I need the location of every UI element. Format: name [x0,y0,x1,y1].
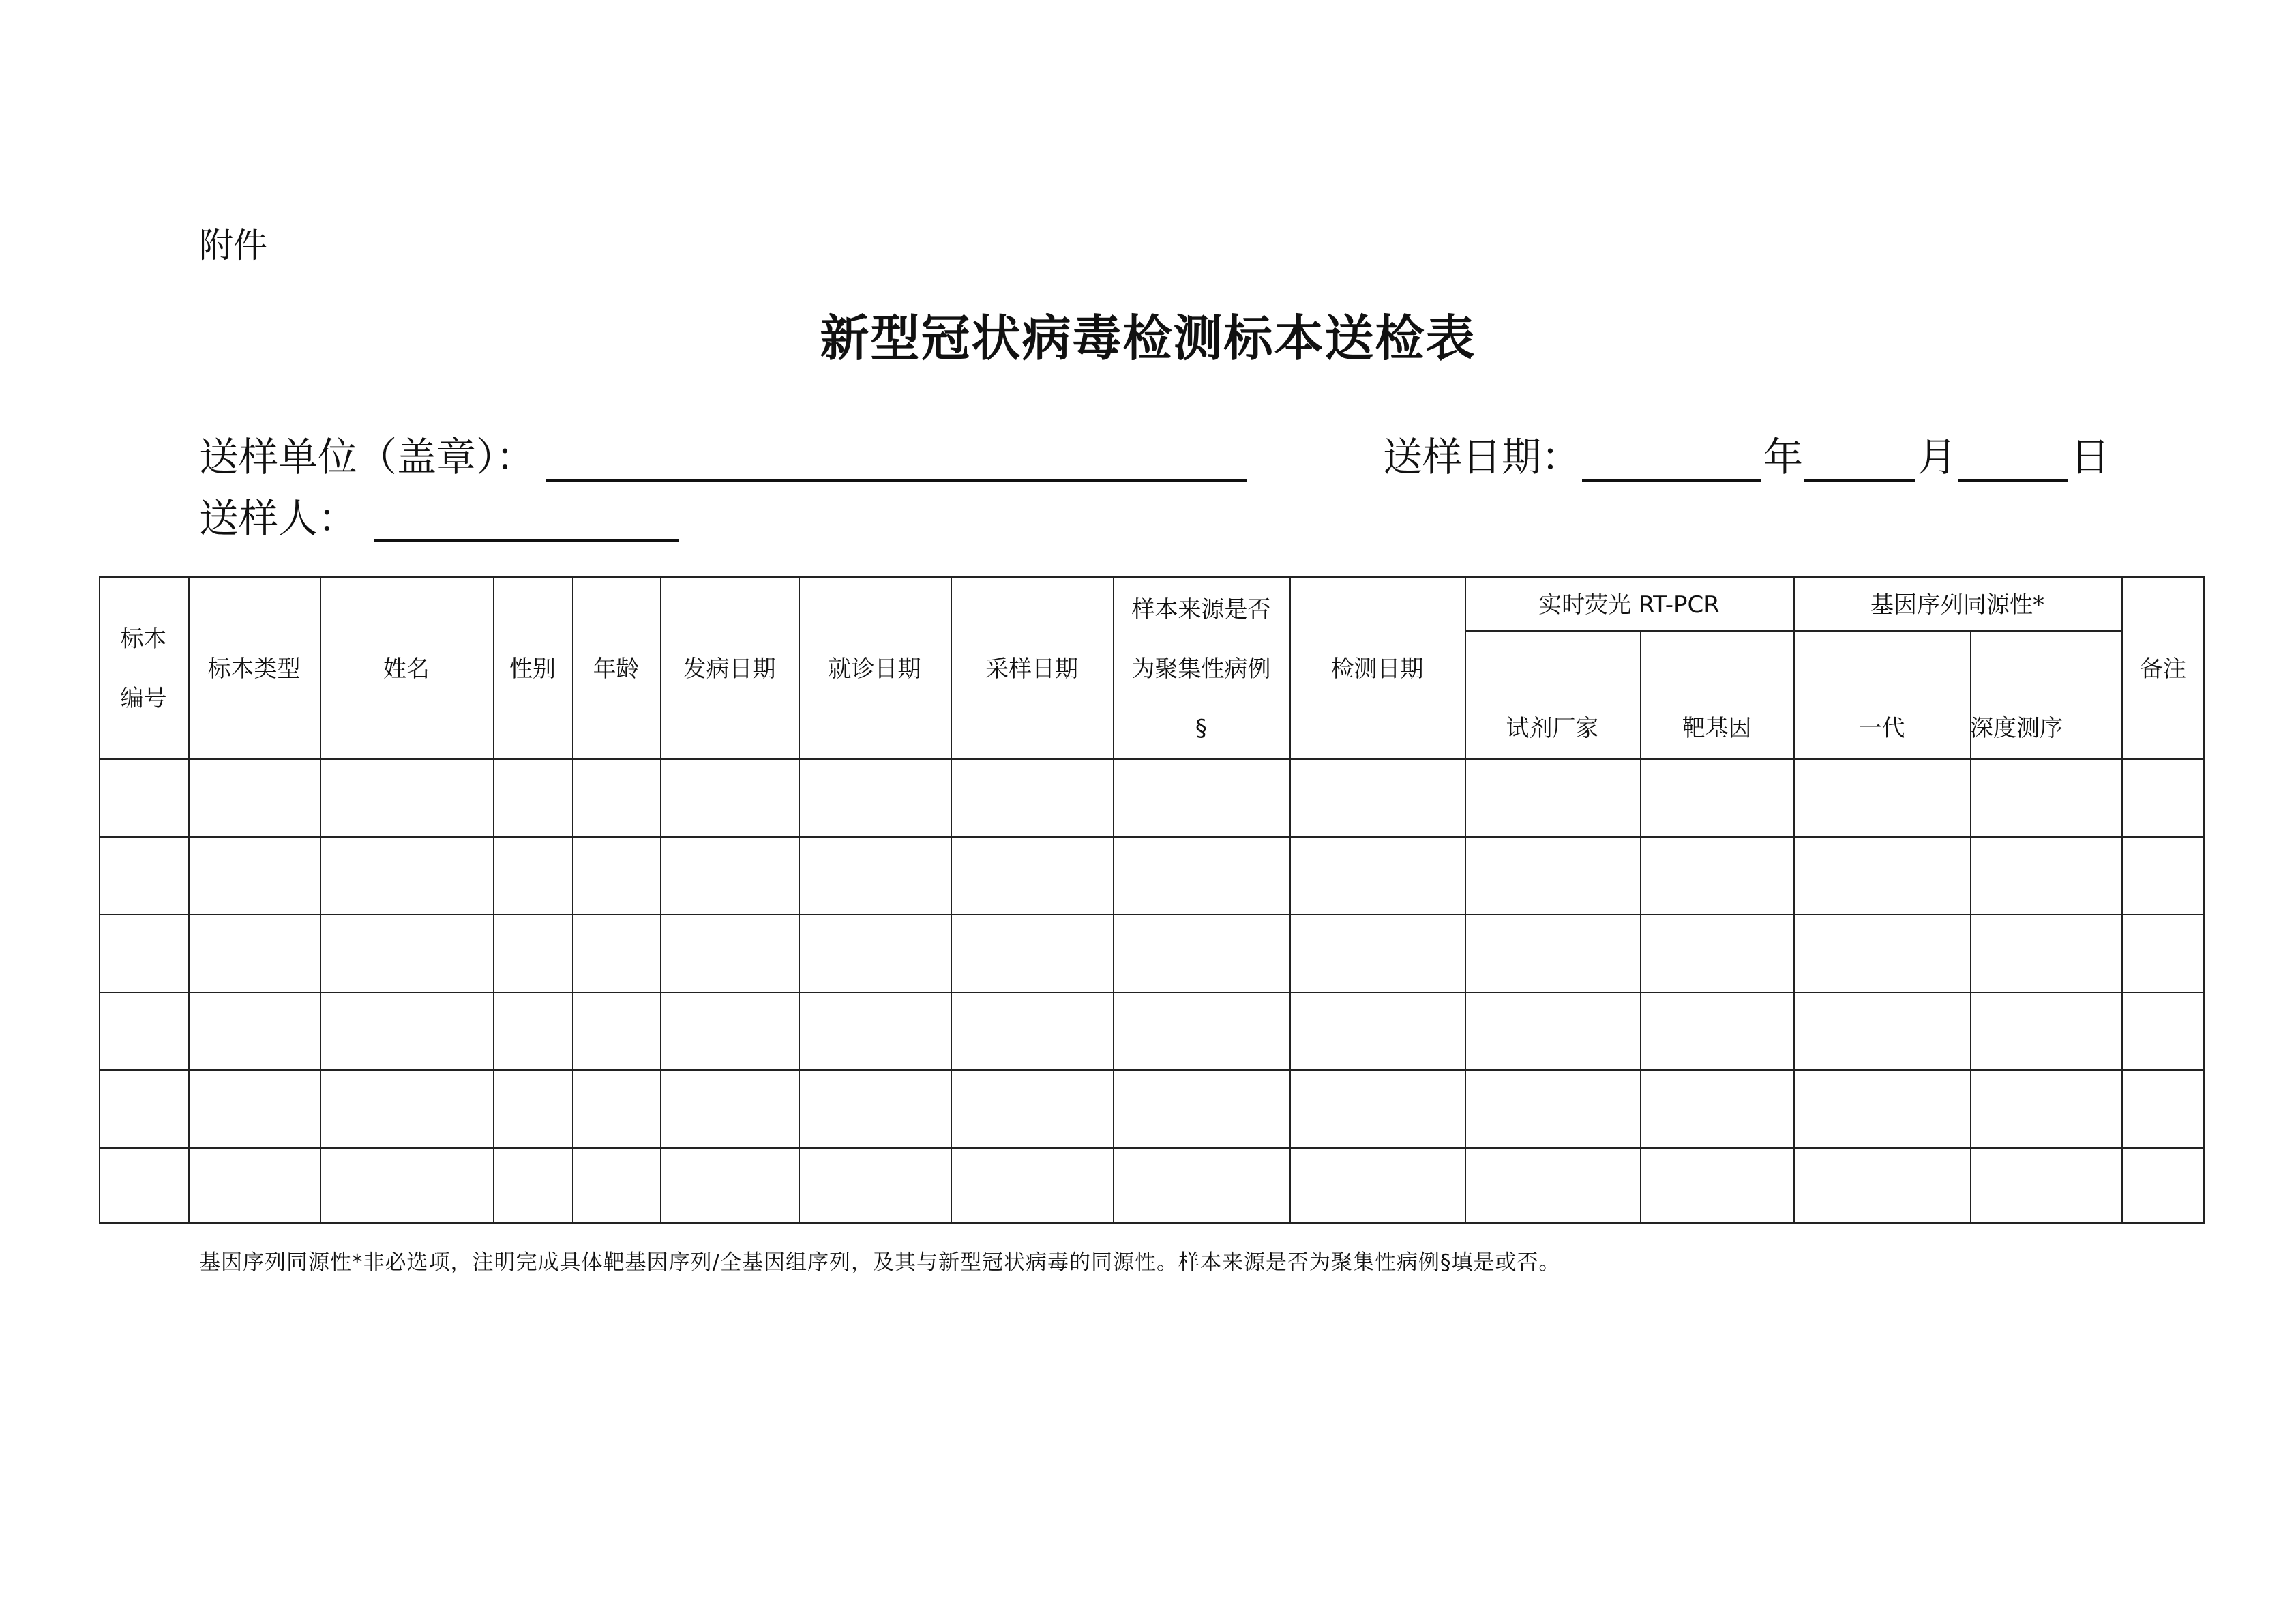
table-cell[interactable] [1115,1072,1287,1145]
table-cell[interactable] [1467,761,1638,834]
table-cell[interactable] [495,1072,570,1145]
table-cell[interactable] [801,916,949,990]
table-cell[interactable] [2123,1072,2203,1145]
header-cluster-line1: 样本来源是否 [1131,596,1271,623]
table-cell[interactable] [495,761,570,834]
header-sampling-date: 采样日期 [985,655,1078,683]
table-cell[interactable] [953,1072,1111,1145]
table-cell[interactable] [2123,916,2203,990]
table-cell[interactable] [1292,916,1463,990]
header-remarks: 备注 [2140,655,2186,683]
table-cell[interactable] [574,838,658,912]
table-cell[interactable] [1115,838,1287,912]
table-cell[interactable] [574,916,658,990]
header-cluster-line3: § [1195,715,1207,742]
date-label: 送样日期： [1383,434,1581,480]
table-cell[interactable] [1795,916,1968,990]
header-rtpcr-group: 实时荧光 RT-PCR [1538,591,1720,619]
col-divider [1793,576,1795,1224]
table-cell[interactable] [322,1072,491,1145]
table-cell[interactable] [953,916,1111,990]
table-cell[interactable] [953,1149,1111,1223]
table-cell[interactable] [1795,838,1968,912]
table-cell[interactable] [953,994,1111,1067]
header-name: 姓名 [383,655,430,683]
table-cell[interactable] [1972,838,2119,912]
table-cell[interactable] [953,838,1111,912]
header-test-date: 检测日期 [1330,655,1424,683]
table-cell[interactable] [101,1149,186,1223]
table-cell[interactable] [801,838,949,912]
header-homology-group: 基因序列同源性* [1870,591,2044,619]
sender-input[interactable] [374,539,679,542]
day-input[interactable] [1958,479,2068,482]
table-cell[interactable] [1642,916,1791,990]
table-cell[interactable] [190,838,318,912]
col-divider [1465,576,1466,1224]
table-cell[interactable] [1467,994,1638,1067]
table-cell[interactable] [190,994,318,1067]
table-cell[interactable] [1292,761,1463,834]
specimen-table [99,576,2205,1224]
row-divider [99,836,2205,838]
table-cell[interactable] [2123,994,2203,1067]
page-title: 新型冠状病毒检测标本送检表 [820,310,1476,367]
month-input[interactable] [1804,479,1915,482]
table-cell[interactable] [574,1149,658,1223]
table-cell[interactable] [574,994,658,1067]
table-cell[interactable] [1795,994,1968,1067]
table-cell[interactable] [101,761,186,834]
table-cell[interactable] [1795,1149,1968,1223]
row-divider [99,1069,2205,1071]
table-cell[interactable] [1467,1072,1638,1145]
table-cell[interactable] [662,1072,796,1145]
table-cell[interactable] [662,916,796,990]
table-cell[interactable] [2123,761,2203,834]
table-cell[interactable] [1972,1072,2119,1145]
table-cell[interactable] [1292,1072,1463,1145]
row-divider [99,992,2205,993]
table-cell[interactable] [1115,994,1287,1067]
table-cell[interactable] [101,994,186,1067]
table-cell[interactable] [662,994,796,1067]
year-input[interactable] [1582,479,1761,482]
year-label: 年 [1763,434,1804,480]
header-onset-date: 发病日期 [683,655,776,683]
table-cell[interactable] [495,916,570,990]
table-cell[interactable] [1467,916,1638,990]
sender-label: 送样人： [199,495,358,542]
header-sex: 性别 [509,655,556,683]
table-cell[interactable] [1795,761,1968,834]
footnote: 基因序列同源性*非必选项，注明完成具体靶基因序列/全基因组序列，及其与新型冠状病毒的同源性。样本来源是否为聚集性病例§填是或否。 [199,1250,1561,1275]
table-cell[interactable] [1292,1149,1463,1223]
table-cell[interactable] [953,761,1111,834]
table-cell[interactable] [1642,761,1791,834]
table-cell[interactable] [101,916,186,990]
row-divider [99,1147,2205,1149]
header-visit-date: 就诊日期 [828,655,921,683]
unit-label: 送样单位（盖章）： [199,434,536,480]
table-cell[interactable] [322,1149,491,1223]
table-cell[interactable] [801,994,949,1067]
table-cell[interactable] [2123,1149,2203,1223]
table-cell[interactable] [495,994,570,1067]
table-cell[interactable] [662,838,796,912]
group-header-divider [1465,630,2121,632]
table-cell[interactable] [1642,1072,1791,1145]
table-cell[interactable] [1642,994,1791,1067]
table-cell[interactable] [190,1072,318,1145]
table-cell[interactable] [495,1149,570,1223]
table-cell[interactable] [801,1149,949,1223]
row-divider [99,914,2205,915]
header-specimen-type: 标本类型 [207,655,301,683]
table-cell[interactable] [1795,1072,1968,1145]
table-cell[interactable] [1972,1149,2119,1223]
table-cell[interactable] [1115,761,1287,834]
table-cell[interactable] [662,761,796,834]
header-cluster-line2: 为聚集性病例 [1131,655,1271,683]
table-cell[interactable] [1115,916,1287,990]
table-cell[interactable] [574,761,658,834]
table-cell[interactable] [1972,761,2119,834]
table-cell[interactable] [322,916,491,990]
table-cell[interactable] [101,838,186,912]
month-label: 月 [1918,434,1958,480]
table-cell[interactable] [190,916,318,990]
table-cell[interactable] [801,761,949,834]
table-cell[interactable] [1292,838,1463,912]
table-cell[interactable] [574,1072,658,1145]
header-reagent-vendor: 试剂厂家 [1506,715,1599,742]
table-cell[interactable] [662,1149,796,1223]
header-gen1: 一代 [1858,715,1905,742]
table-cell[interactable] [1467,838,1638,912]
day-label: 日 [2070,434,2111,480]
table-cell[interactable] [190,761,318,834]
table-cell[interactable] [101,1072,186,1145]
table-cell[interactable] [1642,1149,1791,1223]
table-cell[interactable] [1972,994,2119,1067]
header-age: 年龄 [593,655,640,683]
header-target-gene: 靶基因 [1682,715,1752,742]
header-specimen-no-line2: 编号 [120,685,167,712]
table-cell[interactable] [801,1072,949,1145]
table-cell[interactable] [2123,838,2203,912]
unit-input[interactable] [546,479,1247,482]
table-cell[interactable] [1115,1149,1287,1223]
header-deep-seq: 深度测序 [1970,715,2063,742]
table-cell[interactable] [322,838,491,912]
attachment-label: 附件 [199,226,267,265]
header-specimen-no-line1: 标本 [120,625,167,653]
table-cell[interactable] [190,1149,318,1223]
row-divider [99,758,2205,760]
table-cell[interactable] [322,761,491,834]
table-cell[interactable] [1642,838,1791,912]
table-cell[interactable] [495,838,570,912]
table-cell[interactable] [1972,916,2119,990]
table-cell[interactable] [322,994,491,1067]
table-cell[interactable] [1292,994,1463,1067]
table-cell[interactable] [1467,1149,1638,1223]
